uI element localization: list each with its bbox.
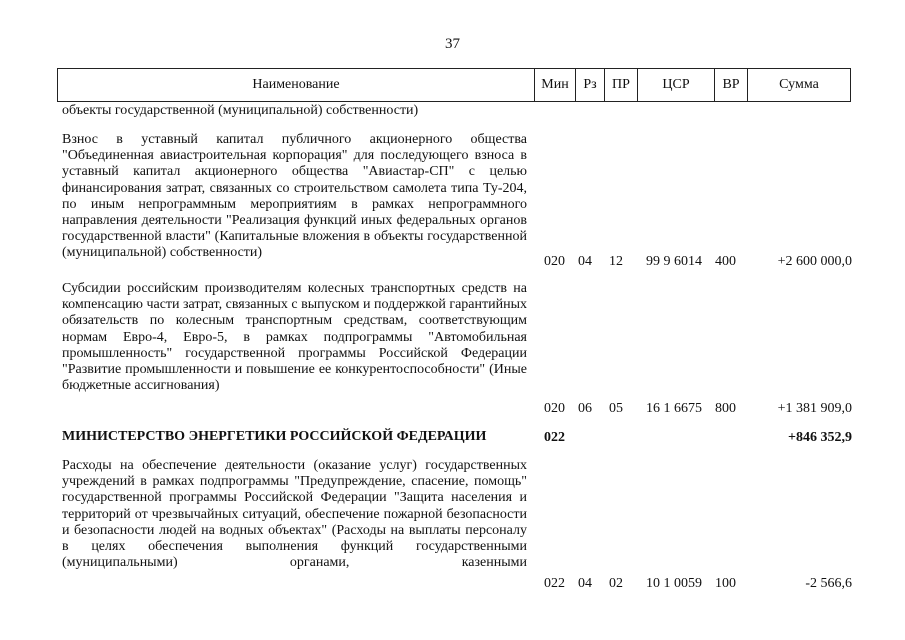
header-min: Мин xyxy=(534,69,575,101)
header-sum: Сумма xyxy=(747,69,850,101)
row-vr: 800 xyxy=(715,400,736,416)
row-pr: 05 xyxy=(609,400,623,416)
row-rz: 04 xyxy=(578,253,592,269)
row-description: Субсидии российским производителям колесных транспортных средств на компенсацию части затрат, связанных с выпуском и поддержкой гарантийных обязательств по колесным транспортным средствам, соответствующим нормам Евро-4, Евро-5, в рамках подпрограммы "Автомобильная промышленность" государственной программы Российской Федерации "Развитие промышленности и повышение ее конкурентоспособности" (Иные бюджетные ассигнования) xyxy=(62,281,527,394)
row-pr: 02 xyxy=(609,575,623,591)
row-min: 020 xyxy=(544,400,565,416)
table-row xyxy=(62,103,852,119)
row-min: 022 xyxy=(544,429,565,445)
row-sum: +1 381 909,0 xyxy=(777,400,852,416)
ministry-heading: МИНИСТЕРСТВО ЭНЕРГЕТИКИ РОССИЙСКОЙ ФЕДЕРАЦИИ xyxy=(62,429,487,444)
header-rz: Рз xyxy=(575,69,604,101)
header-name: Наименование xyxy=(252,77,340,92)
row-codes xyxy=(62,254,852,270)
table-row xyxy=(62,281,852,417)
table-header xyxy=(57,68,851,102)
row-min: 022 xyxy=(544,575,565,591)
header-pr: ПР xyxy=(604,69,637,101)
row-codes xyxy=(62,576,852,592)
row-vr: 400 xyxy=(715,253,736,269)
table-row xyxy=(62,132,852,270)
row-pr: 12 xyxy=(609,253,623,269)
row-rz: 04 xyxy=(578,575,592,591)
row-csr: 16 1 6675 xyxy=(646,400,702,416)
row-sum: +2 600 000,0 xyxy=(777,253,852,269)
row-description: Расходы на обеспечение деятельности (оказание услуг) государственных учреждений в рамках подпрограммы "Предупреждение, спасение, помощь" государственной программы Российской Федерации "Защита населения и территорий от чрезвычайных ситуаций, обеспечение пожарной безопасности и безопасности людей на водных объектах" (Расходы на выплаты персоналу в целях обеспечения выполнения функций государственными (муниципальными) органами, казенными xyxy=(62,458,527,571)
row-csr: 10 1 0059 xyxy=(646,575,702,591)
page-number: 37 xyxy=(445,36,460,52)
row-min: 020 xyxy=(544,253,565,269)
row-csr: 99 9 6014 xyxy=(646,253,702,269)
row-rz: 06 xyxy=(578,400,592,416)
row-vr: 100 xyxy=(715,575,736,591)
table-row xyxy=(62,429,852,446)
row-codes xyxy=(62,430,852,446)
header-csr: ЦСР xyxy=(637,69,714,101)
row-description: объекты государственной (муниципальной) собственности) xyxy=(62,103,419,118)
table-row xyxy=(62,458,852,592)
row-sum: +846 352,9 xyxy=(788,429,852,445)
row-sum: -2 566,6 xyxy=(805,575,852,591)
row-codes xyxy=(62,401,852,417)
row-description: Взнос в уставный капитал публичного акционерного общества "Объединенная авиастроительная корпорация" для последующего взноса в уставный капитал акционерного общества "Авиастар-СП" с целью финансирования затрат, связанных со строительством самолета типа Ту-204, по иным непрограммным мероприятиям в рамках непрограммного направления деятельности "Реализация функций иных федеральных органов государственной власти" (Капитальные вложения в объекты государственной (муниципальной) собственности) xyxy=(62,132,527,261)
header-vr: ВР xyxy=(714,69,747,101)
